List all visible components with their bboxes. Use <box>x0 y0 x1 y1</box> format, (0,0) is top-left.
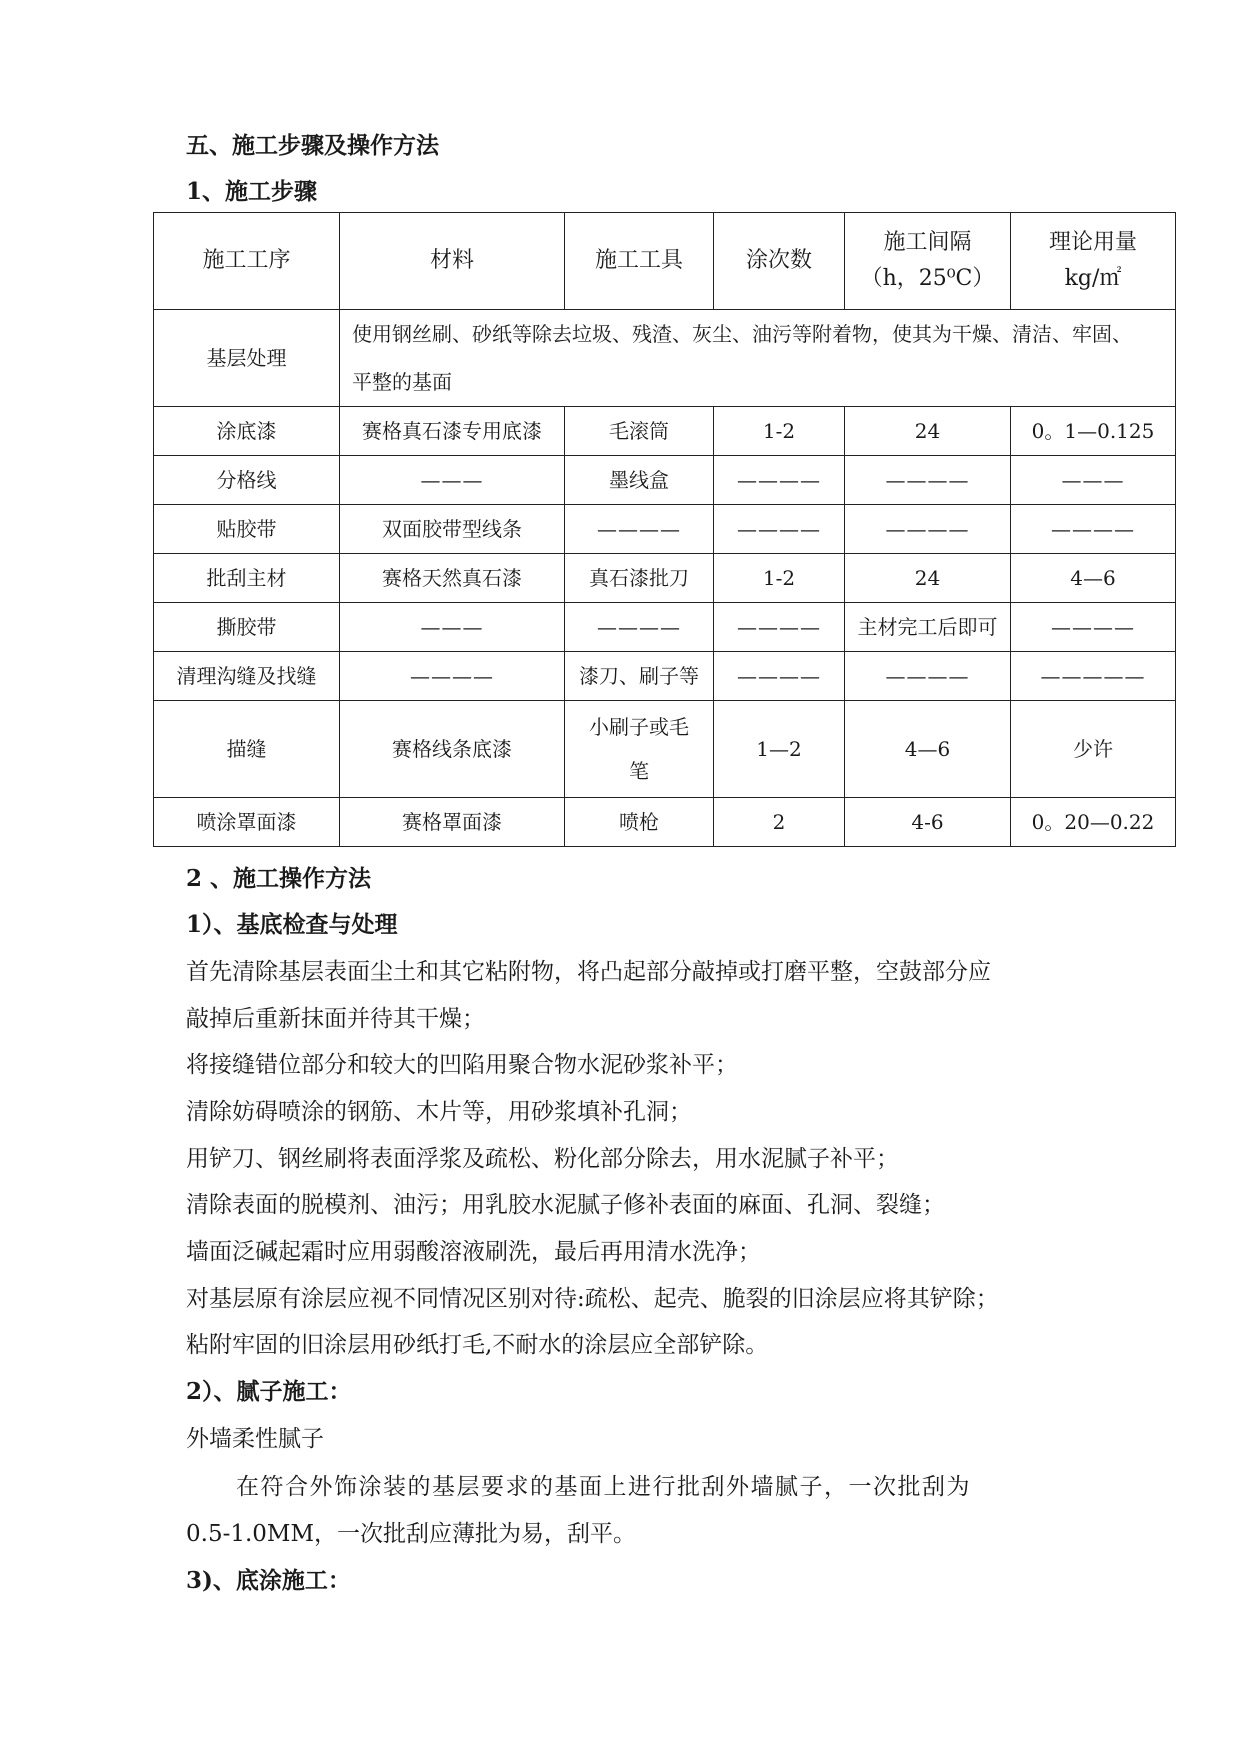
table-cell: ———— <box>714 603 845 652</box>
subsection-title-primer: 3)、底涂施工： <box>186 1567 351 1594</box>
table-row <box>154 505 1176 554</box>
table-cell: 毛滚筒 <box>565 407 714 456</box>
section-title: 五、施工步骤及操作方法 <box>186 132 439 159</box>
table-cell: 批刮主材 <box>154 554 340 603</box>
header-tool: 施工工具 <box>565 213 714 310</box>
header-usage-line1: 理论用量 <box>1048 230 1137 255</box>
table-cell: 24 <box>845 407 1011 456</box>
paragraph-line: 墙面泛碱起霜时应用弱酸溶液刷洗，最后再用清水洗净； <box>186 1239 761 1265</box>
tool-line: 笔 <box>629 759 649 783</box>
table-cell: ————— <box>1011 652 1176 701</box>
table-cell: 漆刀、刷子等 <box>565 652 714 701</box>
table-cell: ———— <box>1011 603 1176 652</box>
table-cell: 4—6 <box>845 701 1011 798</box>
table-cell: 主材完工后即可 <box>845 603 1011 652</box>
table-cell: 喷枪 <box>565 798 714 847</box>
description-line: 平整的基面 <box>352 370 452 394</box>
subsection-title-steps: 1、施工步骤 <box>186 178 318 205</box>
paragraph-line: 在符合外饰涂装的基层要求的基面上进行批刮外墙腻子，一次批刮为 <box>236 1474 971 1500</box>
table-cell: 0。1—0.125 <box>1011 407 1176 456</box>
table-cell: 喷涂罩面漆 <box>154 798 340 847</box>
table-cell: ———— <box>845 456 1011 505</box>
subsection-title-methods: 2 、施工操作方法 <box>186 865 372 892</box>
table-row <box>154 310 1176 407</box>
paragraph-line: 敲掉后重新抹面并待其干燥； <box>186 1006 485 1032</box>
table-cell: ——— <box>1011 456 1176 505</box>
table-cell: 0。20—0.22 <box>1011 798 1176 847</box>
table-cell: 4-6 <box>845 798 1011 847</box>
table-cell: 赛格天然真石漆 <box>340 554 565 603</box>
header-process: 施工工序 <box>154 213 340 310</box>
table-cell <box>565 701 714 798</box>
paragraph-line: 粘附牢固的旧涂层用砂纸打毛,不耐水的涂层应全部铲除。 <box>186 1332 769 1358</box>
table-cell: ———— <box>714 652 845 701</box>
paragraph-line: 将接缝错位部分和较大的凹陷用聚合物水泥砂浆补平； <box>186 1052 738 1078</box>
header-interval-line2: （h，25⁰C） <box>860 266 995 291</box>
table-cell: ———— <box>845 505 1011 554</box>
table-cell: ——— <box>340 456 565 505</box>
table-row <box>154 798 1176 847</box>
table-row <box>154 554 1176 603</box>
putty-subtitle: 外墙柔性腻子 <box>186 1426 324 1452</box>
subsection-title-base-check: 1）、基底检查与处理 <box>186 911 398 938</box>
table-cell: 1-2 <box>714 407 845 456</box>
table-cell: 基层处理 <box>154 310 340 407</box>
table-cell: 贴胶带 <box>154 505 340 554</box>
table-cell: 描缝 <box>154 701 340 798</box>
paragraph-line: 0.5-1.0MM，一次批刮应薄批为易，刮平。 <box>186 1521 637 1547</box>
table-cell: 少许 <box>1011 701 1176 798</box>
table-cell: ———— <box>714 505 845 554</box>
table-cell: ——— <box>340 603 565 652</box>
table-row <box>154 407 1176 456</box>
table-cell: 清理沟缝及找缝 <box>154 652 340 701</box>
paragraph-line: 对基层原有涂层应视不同情况区别对待:疏松、起壳、脆裂的旧涂层应将其铲除； <box>186 1286 999 1312</box>
base-treatment-description <box>340 310 1176 407</box>
table-cell: 墨线盒 <box>565 456 714 505</box>
table-cell: 双面胶带型线条 <box>340 505 565 554</box>
table-cell: ———— <box>565 603 714 652</box>
table-cell: 24 <box>845 554 1011 603</box>
table-cell: ———— <box>565 505 714 554</box>
header-coats: 涂次数 <box>714 213 845 310</box>
description-line: 使用钢丝刷、砂纸等除去垃圾、残渣、灰尘、油污等附着物，使其为干燥、清洁、牢固、 <box>352 322 1132 346</box>
table-cell: 4—6 <box>1011 554 1176 603</box>
table-cell: 涂底漆 <box>154 407 340 456</box>
table-cell: ———— <box>714 456 845 505</box>
paragraph-line: 清除表面的脱模剂、油污；用乳胶水泥腻子修补表面的麻面、孔洞、裂缝； <box>186 1192 945 1218</box>
header-usage-line2: kg/㎡ <box>1064 266 1122 291</box>
subsection-title-putty: 2）、腻子施工： <box>186 1378 352 1405</box>
header-interval <box>845 213 1011 310</box>
header-material: 材料 <box>340 213 565 310</box>
header-usage <box>1011 213 1176 310</box>
table-header-row <box>154 213 1176 310</box>
table-cell: 分格线 <box>154 456 340 505</box>
table-cell: 赛格真石漆专用底漆 <box>340 407 565 456</box>
table-cell: 撕胶带 <box>154 603 340 652</box>
table-cell: 赛格线条底漆 <box>340 701 565 798</box>
table-cell: 1-2 <box>714 554 845 603</box>
paragraph-line: 清除妨碍喷涂的钢筋、木片等，用砂浆填补孔洞； <box>186 1099 692 1125</box>
construction-steps-table <box>153 212 1176 847</box>
table-row <box>154 701 1176 798</box>
table-cell: ———— <box>340 652 565 701</box>
header-interval-line1: 施工间隔 <box>883 230 972 255</box>
paragraph-line: 首先清除基层表面尘土和其它粘附物，将凸起部分敲掉或打磨平整，空鼓部分应 <box>186 959 991 985</box>
table-cell: ———— <box>845 652 1011 701</box>
table-cell: 2 <box>714 798 845 847</box>
table-cell: 真石漆批刀 <box>565 554 714 603</box>
table-cell: ———— <box>1011 505 1176 554</box>
table-cell: 1—2 <box>714 701 845 798</box>
table-row <box>154 603 1176 652</box>
tool-line: 小刷子或毛 <box>589 715 689 739</box>
table-row <box>154 456 1176 505</box>
table-cell: 赛格罩面漆 <box>340 798 565 847</box>
paragraph-line: 用铲刀、钢丝刷将表面浮浆及疏松、粉化部分除去，用水泥腻子补平； <box>186 1146 899 1172</box>
table-row <box>154 652 1176 701</box>
